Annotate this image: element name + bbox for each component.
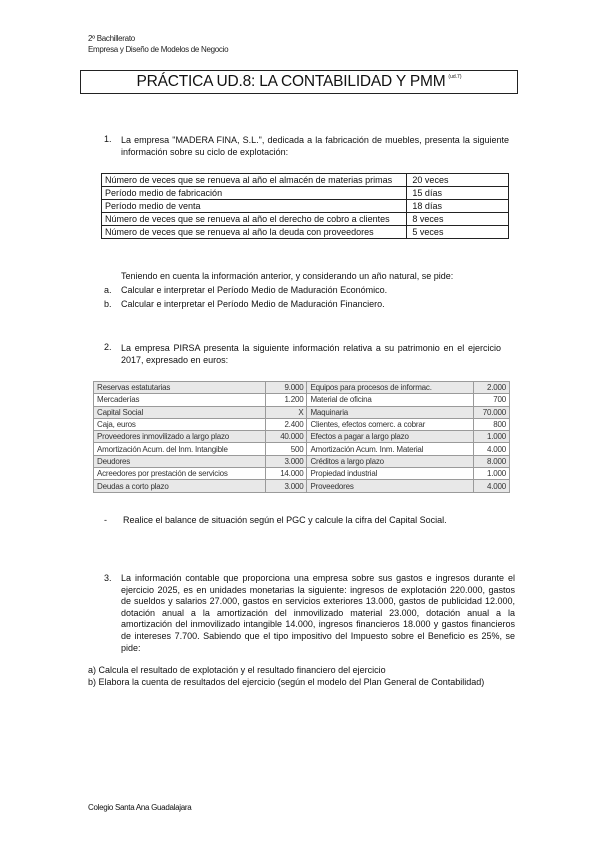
account-value: 500	[266, 443, 307, 455]
account-name: Acreedores por prestación de servicios	[94, 468, 266, 480]
footer-school: Colegio Santa Ana Guadalajara	[88, 803, 192, 812]
cycle-label: Número de veces que se renueva al año el almacén de materias primas	[102, 174, 407, 187]
table-row	[102, 200, 509, 213]
account-value: X	[266, 406, 307, 418]
account-value: 1.200	[266, 394, 307, 406]
account-value: 800	[473, 418, 509, 430]
account-name: Equipos para procesos de informac.	[307, 382, 473, 394]
account-value: 3.000	[266, 480, 307, 492]
account-name: Deudores	[94, 455, 266, 467]
cycle-value: 8 veces	[407, 213, 509, 226]
account-value: 4.000	[473, 443, 509, 455]
table-row	[102, 226, 509, 239]
account-name: Reservas estatutarias	[94, 382, 266, 394]
table-row	[94, 418, 510, 430]
account-name: Propiedad industrial	[307, 468, 473, 480]
table-row	[94, 431, 510, 443]
exercise1-item-b: Calcular e interpretar el Período Medio de Maduración Financiero.	[121, 299, 385, 309]
table-row	[102, 213, 509, 226]
account-name: Caja, euros	[94, 418, 266, 430]
cycle-value: 20 veces	[407, 174, 509, 187]
cycle-value: 5 veces	[407, 226, 509, 239]
exercise2-task: Realice el balance de situación según el PGC y calcule la cifra del Capital Social.	[123, 515, 447, 525]
table-row	[102, 174, 509, 187]
table-row	[102, 187, 509, 200]
account-name: Maquinaria	[307, 406, 473, 418]
table-row	[94, 382, 510, 394]
account-name: Amortización Acum. del Inm. Intangible	[94, 443, 266, 455]
table-row	[94, 480, 510, 492]
account-name: Efectos a pagar a largo plazo	[307, 431, 473, 443]
account-value: 9.000	[266, 382, 307, 394]
account-value: 2.400	[266, 418, 307, 430]
table-row	[94, 394, 510, 406]
account-name: Capital Social	[94, 406, 266, 418]
account-value: 700	[473, 394, 509, 406]
account-name: Créditos a largo plazo	[307, 455, 473, 467]
cycle-value: 15 días	[407, 187, 509, 200]
account-name: Proveedores	[307, 480, 473, 492]
exercise2-number: 2.	[104, 342, 112, 352]
exercise1-number: 1.	[104, 134, 112, 144]
account-name: Material de oficina	[307, 394, 473, 406]
account-name: Amortización Acum. Inm. Material	[307, 443, 473, 455]
cycle-label: Período medio de venta	[102, 200, 407, 213]
exercise3-item-a: a) Calcula el resultado de explotación y el resultado financiero del ejercicio	[88, 665, 386, 675]
account-value: 40.000	[266, 431, 307, 443]
exercise1-instruction: Teniendo en cuenta la información anterior, y considerando un año natural, se pide:	[121, 271, 454, 281]
table-row	[94, 455, 510, 467]
account-name: Mercaderías	[94, 394, 266, 406]
patrimony-table	[93, 381, 510, 493]
exercise3-number: 3.	[104, 573, 112, 583]
account-value: 70.000	[473, 406, 509, 418]
exercise2-bullet: -	[104, 515, 107, 525]
exercise1-item-a-marker: a.	[104, 285, 112, 295]
table-row	[94, 468, 510, 480]
table-row	[94, 406, 510, 418]
account-name: Proveedores inmovilizado a largo plazo	[94, 431, 266, 443]
account-value: 14.000	[266, 468, 307, 480]
exercise3-text: La información contable que proporciona una empresa sobre sus gastos e ingresos durante el ejercicio 2025, es en unidades monetarias la siguiente: ingresos de explotación 220.000, gastos de sueldos y salarios 27.000, gastos en servicios exteriores 13.000, gastos de publicidad 12.000, dotación anual a la amortización del inmovilizado material 23.000, dotación anual a la amortización del inmovilizado intangible 14.000, ingresos financieros 18.000 y gastos financieros de intereses 7.700. Sabiendo que el tipo impositivo del Impuesto sobre el Beneficio es 25%, se pide:	[121, 573, 515, 653]
exercise1-intro: La empresa "MADERA FINA, S.L.", dedicada a la fabricación de muebles, presenta la siguiente información sobre su ciclo de explotación:	[121, 135, 509, 157]
cycle-label: Número de veces que se renueva al año la deuda con proveedores	[102, 226, 407, 239]
title-box	[80, 70, 518, 94]
account-value: 4.000	[473, 480, 509, 492]
header-course: 2º Bachillerato	[88, 34, 135, 43]
exercise1-item-a: Calcular e interpretar el Período Medio de Maduración Económico.	[121, 285, 388, 295]
header-subject: Empresa y Diseño de Modelos de Negocio	[88, 45, 229, 54]
exercise2-intro: La empresa PIRSA presenta la siguiente información relativa a su patrimonio en el ejercicio 2017, expresado en euros:	[121, 343, 501, 365]
account-value: 1.000	[473, 468, 509, 480]
account-value: 3.000	[266, 455, 307, 467]
account-value: 8.000	[473, 455, 509, 467]
page-title: PRÁCTICA UD.8: LA CONTABILIDAD Y PMM	[136, 73, 446, 90]
cycle-value: 18 días	[407, 200, 509, 213]
account-value: 2.000	[473, 382, 509, 394]
account-name: Deudas a corto plazo	[94, 480, 266, 492]
cycle-table	[101, 173, 509, 239]
exercise3-item-b: b) Elabora la cuenta de resultados del ejercicio (según el modelo del Plan General de Contabilidad)	[88, 677, 485, 687]
table-row	[94, 443, 510, 455]
account-value: 1.000	[473, 431, 509, 443]
title-note: (ud.7)	[448, 74, 462, 80]
cycle-label: Período medio de fabricación	[102, 187, 407, 200]
account-name: Clientes, efectos comerc. a cobrar	[307, 418, 473, 430]
cycle-label: Número de veces que se renueva al año el derecho de cobro a clientes	[102, 213, 407, 226]
exercise1-item-b-marker: b.	[104, 299, 112, 309]
